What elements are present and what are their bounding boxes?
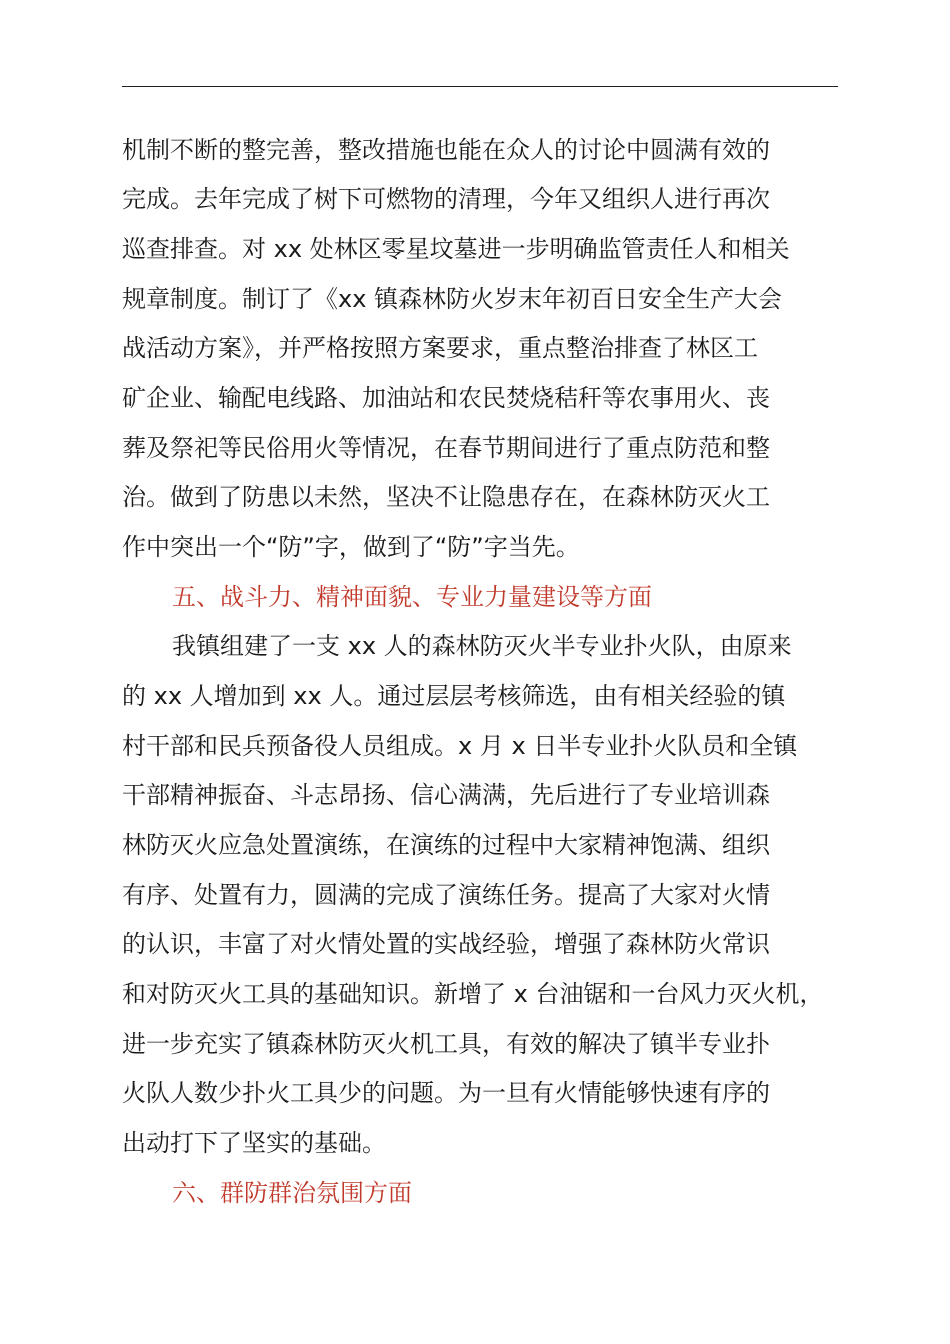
paragraph-line: 治。做到了防患以未然，坚决不让隐患存在，在森林防灭火工 bbox=[122, 483, 770, 511]
paragraph-line: 有序、处置有力，圆满的完成了演练任务。提高了大家对火情 bbox=[122, 881, 770, 909]
paragraph-line: 作中突出一个“防”字，做到了“防”字当先。 bbox=[122, 533, 580, 561]
paragraph-line: 巡查排查。对 xx 处林区零星坟墓进一步明确监管责任人和相关 bbox=[122, 235, 790, 263]
paragraph-line: 火队人数少扑火工具少的问题。为一旦有火情能够快速有序的 bbox=[122, 1079, 770, 1107]
paragraph-line: 干部精神振奋、斗志昂扬、信心满满，先后进行了专业培训森 bbox=[122, 781, 770, 809]
paragraph-line: 和对防灭火工具的基础知识。新增了 x 台油锯和一台风力灭火机， bbox=[122, 980, 824, 1008]
paragraph-line: 矿企业、输配电线路、加油站和农民焚烧秸秆等农事用火、丧 bbox=[122, 384, 770, 412]
section-heading-5: 五、战斗力、精神面貌、专业力量建设等方面 bbox=[172, 583, 652, 611]
paragraph-line: 出动打下了坚实的基础。 bbox=[122, 1129, 386, 1157]
paragraph-line: 的 xx 人增加到 xx 人。通过层层考核筛选，由有相关经验的镇 bbox=[122, 682, 786, 710]
paragraph-line: 我镇组建了一支 xx 人的森林防灭火半专业扑火队，由原来 bbox=[172, 632, 792, 660]
paragraph-line: 规章制度。制订了《xx 镇森林防火岁末年初百日安全生产大会 bbox=[122, 285, 783, 313]
paragraph-line: 村干部和民兵预备役人员组成。x 月 x 日半专业扑火队员和全镇 bbox=[122, 732, 798, 760]
paragraph-line: 林防灭火应急处置演练，在演练的过程中大家精神饱满、组织 bbox=[122, 831, 770, 859]
paragraph-line: 葬及祭祀等民俗用火等情况，在春节期间进行了重点防范和整 bbox=[122, 434, 770, 462]
paragraph-line: 的认识，丰富了对火情处置的实战经验，增强了森林防火常识 bbox=[122, 930, 770, 958]
paragraph-line: 战活动方案》，并严格按照方案要求，重点整治排查了林区工 bbox=[122, 334, 758, 362]
paragraph-line: 进一步充实了镇森林防灭火机工具，有效的解决了镇半专业扑 bbox=[122, 1030, 770, 1058]
paragraph-line: 机制不断的整完善，整改措施也能在众人的讨论中圆满有效的 bbox=[122, 136, 770, 164]
paragraph-line: 完成。去年完成了树下可燃物的清理，今年又组织人进行再次 bbox=[122, 185, 770, 213]
header-rule bbox=[122, 86, 838, 87]
section-heading-6: 六、群防群治氛围方面 bbox=[172, 1179, 412, 1207]
